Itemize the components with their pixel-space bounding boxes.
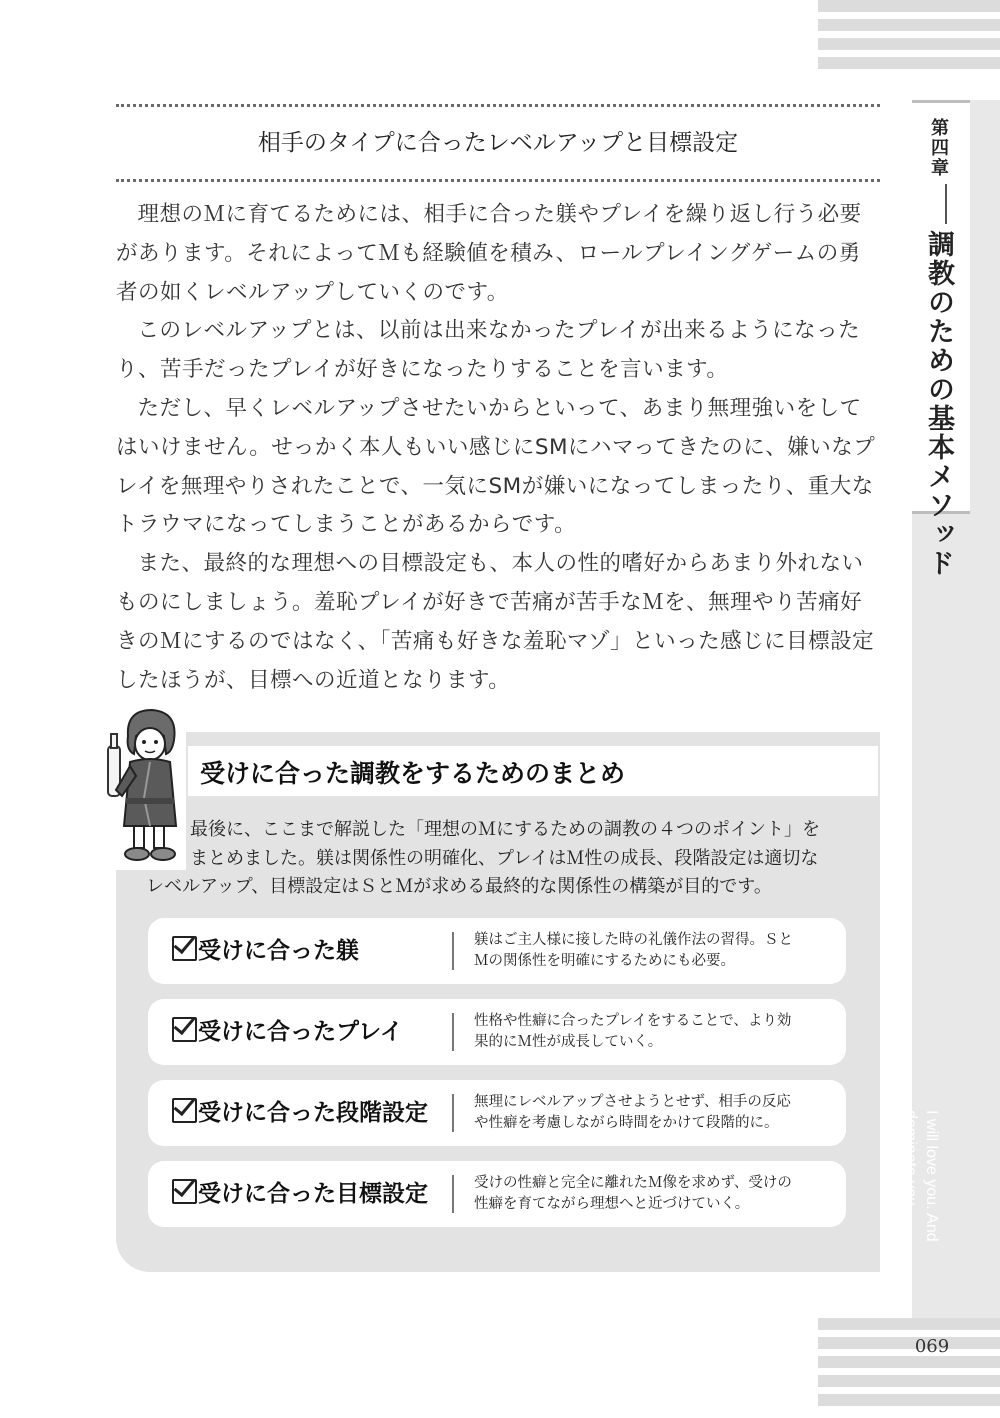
checkbox-icon xyxy=(172,1017,197,1042)
checkbox-icon xyxy=(172,1098,197,1123)
card-description xyxy=(474,930,830,972)
summary-cards xyxy=(148,918,846,1242)
card-label: 受けに合った目標設定 xyxy=(198,1181,428,1207)
paragraph-1: 理想のＭに育てるためには、相手に合った躾やプレイを繰り返し行う必要があります。それによってＭも経験値を積み、ロールプレイングゲームの勇者の如くレベルアップしていくのです。 xyxy=(116,202,862,305)
card-description-line-2: Ｍの関係性を明確にするためにも必要。 xyxy=(474,953,735,969)
checkbox-icon xyxy=(172,936,197,961)
card-divider xyxy=(452,1175,454,1213)
card-divider xyxy=(452,1094,454,1132)
page-number: 069 xyxy=(914,1336,950,1357)
card-description-line-2: 性癖を育てながら理想へと近づけていく。 xyxy=(474,1196,750,1212)
tagline-line-1: I will love you. And dominate you. xyxy=(902,1110,940,1242)
section-heading: 相手のタイプに合ったレベルアップと目標設定 xyxy=(257,130,739,156)
summary-intro-line-2: まとめました。躾は関係性の明確化、プレイはＭ性の成長、段階設定は適切な xyxy=(190,847,819,869)
card-description xyxy=(474,1092,830,1134)
card-description-line-1: 性格や性癖に合ったプレイをすることで、より効 xyxy=(474,1013,792,1029)
card-description xyxy=(474,1011,830,1053)
card-description-line-2: 果的にＭ性が成長していく。 xyxy=(474,1034,663,1050)
paragraph-2: このレベルアップとは、以前は出来なかったプレイが出来るようになったり、苦手だったプレイが好きになったりすることを言います。 xyxy=(116,318,861,383)
card-divider xyxy=(452,1013,454,1051)
heading-rule-bottom xyxy=(116,179,880,182)
checkbox-icon xyxy=(172,1179,197,1204)
card-description-line-1: 無理にレベルアップさせようとせず、相手の反応 xyxy=(474,1094,791,1110)
top-stripes xyxy=(818,0,1000,70)
card-description-line-2: や性癖を考慮しながら時間をかけて段階的に。 xyxy=(474,1115,779,1131)
summary-intro xyxy=(146,816,862,902)
paragraph-3: ただし、早くレベルアップさせたいからといって、あまり無理強いをしてはいけません。せっかく本人もいい感じにSMにハマってきたのに、嫌いなプレイを無理やりされたことで、一気にSMが嫌いになってしまったり、重大なトラウマになってしまうことがあるからです。 xyxy=(116,395,876,538)
paragraph-4: また、最終的な理想への目標設定も、本人の性的嗜好からあまり外れないものにしましょう。羞恥プレイが好きで苦痛が苦手なＭを、無理やり苦痛好きのＭにするのではなく、「苦痛も好きな羞恥マゾ」といった感じに目標設定したほうが、目標への近道となります。 xyxy=(116,551,875,693)
card-divider xyxy=(452,932,454,970)
body-text xyxy=(116,196,882,700)
card-description-line-1: 受けの性癖と完全に離れたＭ像を求めず、受けの xyxy=(474,1175,792,1191)
summary-card xyxy=(148,918,846,984)
chapter-heading xyxy=(924,118,958,578)
card-label: 受けに合ったプレイ xyxy=(198,1019,403,1045)
summary-card xyxy=(148,1080,846,1146)
chapter-number: 第四章 xyxy=(928,118,949,178)
summary-card xyxy=(148,999,846,1065)
summary-title: 受けに合った調教をするためのまとめ xyxy=(200,759,626,788)
summary-intro-line-1: 最後に、ここまで解説した「理想のＭにするための調教の４つのポイント」を xyxy=(190,819,820,840)
tagline-line-2: Guidebook of the Boys' xyxy=(881,1110,898,1275)
heading-rule-top xyxy=(116,104,880,107)
card-label: 受けに合った段階設定 xyxy=(198,1100,428,1126)
bottom-stripes xyxy=(818,1318,1000,1418)
card-description-line-1: 躾はご主人様に接した時の礼儀作法の習得。Ｓと xyxy=(474,932,793,948)
chapter-title: 調教のための基本メソッド xyxy=(923,230,954,578)
tagline xyxy=(881,1110,942,1310)
card-description xyxy=(474,1173,830,1215)
card-label: 受けに合った躾 xyxy=(198,938,359,964)
summary-card xyxy=(148,1161,846,1227)
summary-intro-line-3: レベルアップ、目標設定はＳとＭが求める最終的な関係性の構築が目的です。 xyxy=(146,876,772,897)
